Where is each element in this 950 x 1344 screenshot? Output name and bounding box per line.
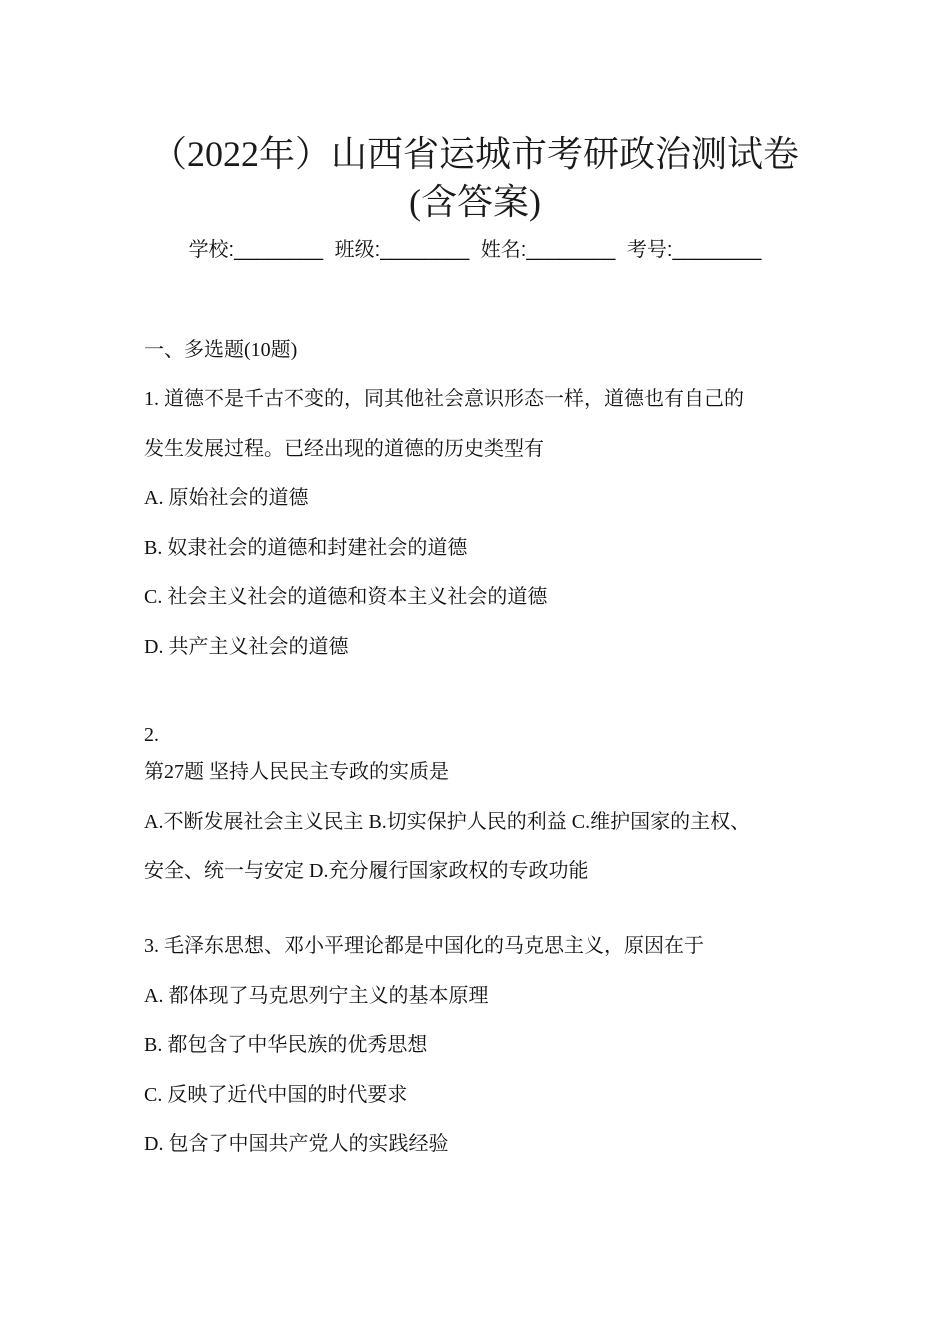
question-1-option-b: B. 奴隶社会的道德和封建社会的道德 [144, 537, 468, 559]
document-subtitle: (含答案) [409, 182, 541, 222]
name-field: 姓名:________ [480, 239, 616, 261]
question-1-stem-line2: 发生发展过程。已经出现的道德的历史类型有 [144, 438, 544, 460]
question-2-options-line2: 安全、统一与安定 D.充分履行国家政权的专政功能 [144, 860, 589, 882]
exam-number-field: 考号:________ [626, 239, 762, 261]
question-3-option-a: A. 都体现了马克思列宁主义的基本原理 [144, 985, 489, 1007]
question-3-option-d: D. 包含了中国共产党人的实践经验 [144, 1133, 449, 1155]
school-field: 学校:________ [188, 239, 324, 261]
question-3-option-b: B. 都包含了中华民族的优秀思想 [144, 1034, 428, 1056]
section-heading: 一、多选题(10题) [144, 339, 298, 361]
question-2-number: 2. [144, 724, 159, 746]
student-info-row [0, 236, 950, 264]
question-1-stem-line1: 1. 道德不是千古不变的，同其他社会意识形态一样，道德也有自己的 [144, 388, 744, 410]
question-2-stem: 第27题 坚持人民民主专政的实质是 [144, 761, 449, 783]
question-3-stem: 3. 毛泽东思想、邓小平理论都是中国化的马克思主义，原因在于 [144, 935, 704, 957]
document-title: （2022年）山西省运城市考研政治测试卷 [150, 134, 799, 174]
class-field: 班级:________ [334, 239, 470, 261]
question-2-options-line1: A.不断发展社会主义民主 B.切实保护人民的利益 C.维护国家的主权、 [144, 811, 751, 833]
question-3-option-c: C. 反映了近代中国的时代要求 [144, 1084, 408, 1106]
question-1-option-c: C. 社会主义社会的道德和资本主义社会的道德 [144, 586, 548, 608]
question-1-option-d: D. 共产主义社会的道德 [144, 636, 349, 658]
question-1-option-a: A. 原始社会的道德 [144, 487, 309, 509]
